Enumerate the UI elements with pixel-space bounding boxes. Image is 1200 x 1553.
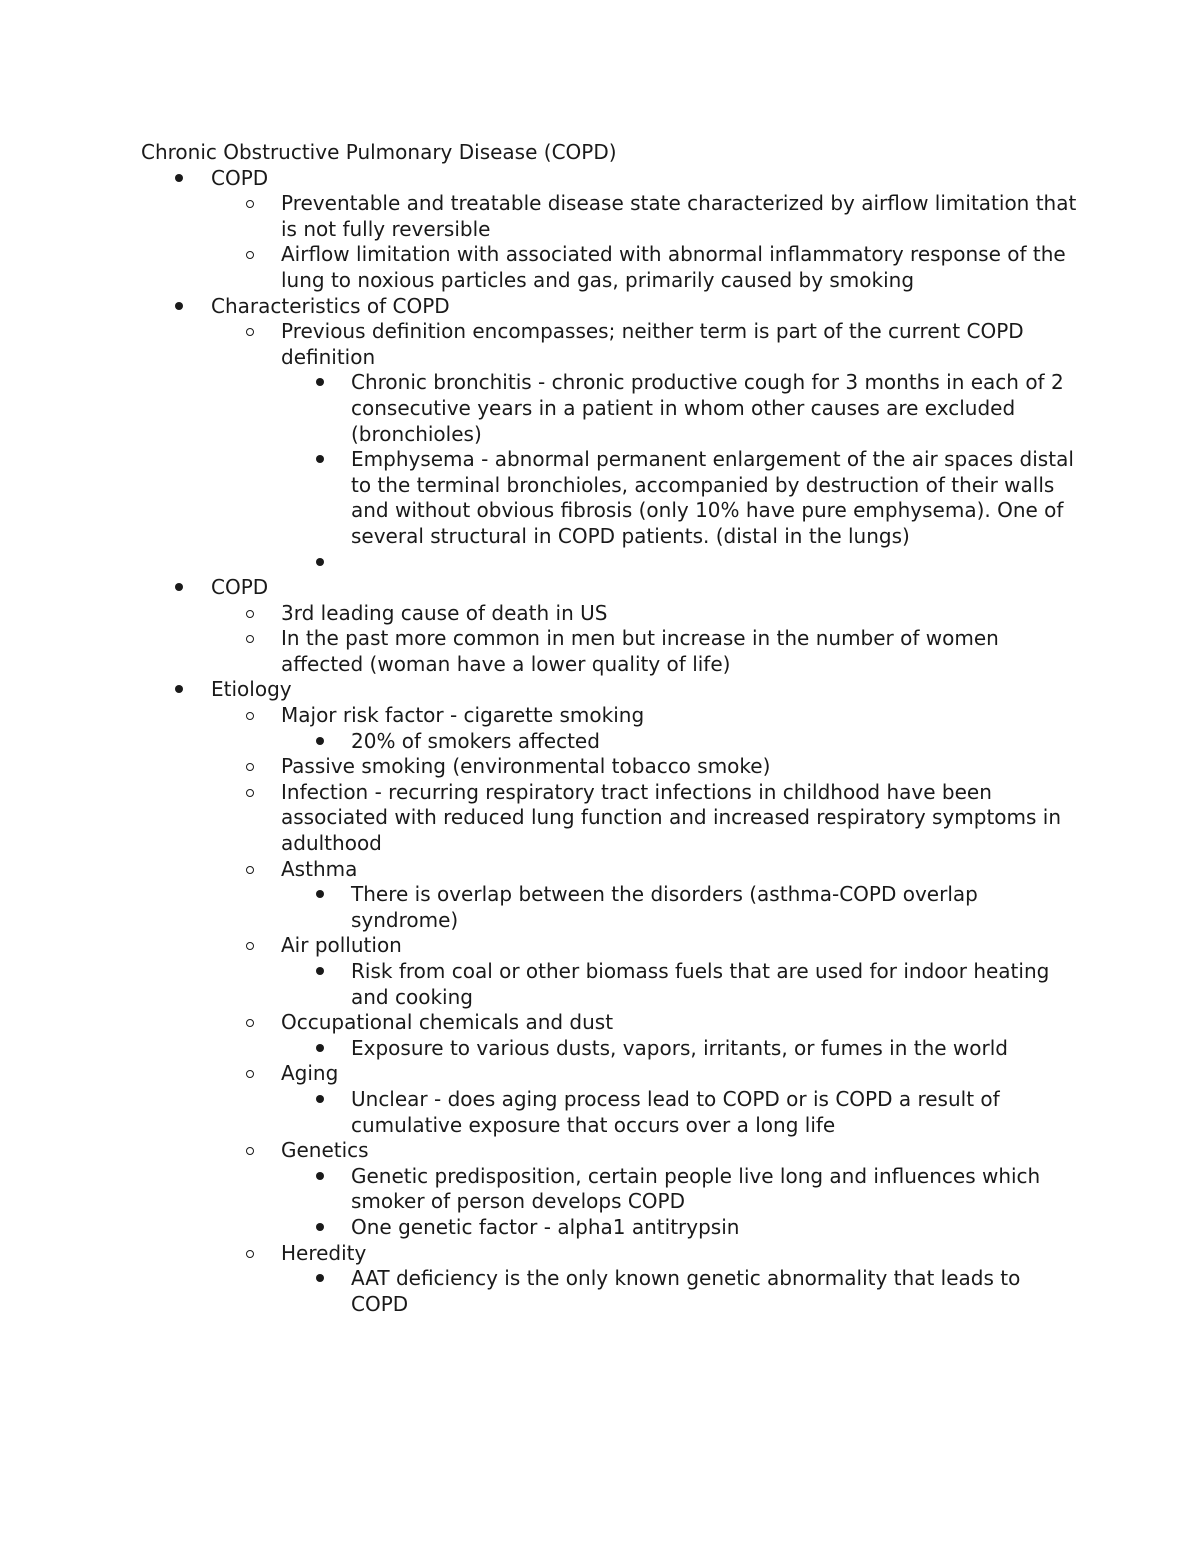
outline-item-text: Genetics [281,1138,369,1163]
outline-item-level2 [211,1061,1081,1138]
outline-item-level1 [141,677,1081,1317]
outline-item-level3 [281,959,1081,1010]
outline-item-text: Heredity [281,1240,367,1265]
outline-subitem-text: Genetic predisposition, certain people live long and influences which smoker of person develops COPD [351,1163,1041,1214]
outline-item-level2 [211,754,1081,780]
outline-item-level2 [211,601,1081,627]
outline-item-text: Preventable and treatable disease state characterized by airflow limitation that is not fully reversible [281,191,1077,241]
outline-item-level3 [281,1266,1081,1317]
outline-item-text: In the past more common in men but increase in the number of women affected (woman have a lower quality of life) [281,626,999,676]
outline-subitem-text: One genetic factor - alpha1 antitrypsin [351,1214,740,1239]
outline-subitem-text: Exposure to various dusts, vapors, irritants, or fumes in the world [351,1035,1008,1060]
outline-item-text: Major risk factor - cigarette smoking [281,703,645,728]
outline-item-level3 [281,1215,1081,1241]
outline-item-level2 [211,703,1081,754]
outline-subitem-text: Unclear - does aging process lead to COPD or is COPD a result of cumulative exposure that occurs over a long life [351,1086,1000,1137]
outline-item-level3 [281,1036,1081,1062]
outline-item-level2 [211,191,1081,242]
outline-subitem-text: Emphysema - abnormal permanent enlargement of the air spaces distal to the terminal bronchioles, accompanied by destruction of their walls and without obvious fibrosis (only 10% have pure emphysema). One of several structural in COPD patients. (distal in the lungs) [351,447,1074,548]
section-heading: Etiology [211,677,292,702]
outline-item-level2 [211,1241,1081,1318]
outline-item-level2 [211,933,1081,1010]
outline-item-level3 [281,1087,1081,1138]
outline-item-level3 [281,729,1081,755]
outline-item-level2 [211,626,1081,677]
outline-item-text: Previous definition encompasses; neither term is part of the current COPD definition [281,319,1024,369]
outline-list [141,166,1081,1318]
outline-item-level3 [281,1164,1081,1215]
outline-item-level2 [211,780,1081,857]
outline-subitem-text [351,550,1081,576]
outline-item-level3 [281,550,1081,576]
outline-item-level1 [141,294,1081,576]
outline-item-text: Occupational chemicals and dust [281,1010,614,1035]
outline-item-text: Airflow limitation with associated with abnormal inflammatory response of the lung to noxious particles and gas, primarily caused by smoking [281,242,1066,292]
outline-item-text: Air pollution [281,933,402,958]
outline-item-text: Infection - recurring respiratory tract infections in childhood have been associated with reduced lung function and increased respiratory symptoms in adulthood [281,779,1062,856]
outline-item-level2 [211,242,1081,293]
outline-item-level3 [281,882,1081,933]
outline-item-level1 [141,575,1081,677]
outline-item-text: Passive smoking (environmental tobacco smoke) [281,754,771,779]
section-heading: COPD [211,165,269,190]
outline-item-level3 [281,447,1081,549]
outline-item-level2 [211,1138,1081,1240]
section-heading: COPD [211,575,269,600]
outline-item-text: Asthma [281,856,358,881]
outline-item-level1 [141,166,1081,294]
document-body [141,140,1081,1317]
outline-subitem-text: AAT deficiency is the only known genetic abnormality that leads to COPD [351,1266,1021,1316]
outline-subitem-text: There is overlap between the disorders (asthma-COPD overlap syndrome) [351,882,978,932]
outline-item-level2 [211,1010,1081,1061]
outline-item-level3 [281,370,1081,447]
section-heading: Characteristics of COPD [211,293,450,318]
outline-item-level2 [211,857,1081,934]
page-title: Chronic Obstructive Pulmonary Disease (COPD) [141,140,617,164]
outline-item-text: 3rd leading cause of death in US [281,600,608,625]
outline-item-level2 [211,319,1081,575]
outline-item-text: Aging [281,1061,339,1086]
outline-subitem-text: Chronic bronchitis - chronic productive cough for 3 months in each of 2 consecutive years in a patient in whom other causes are excluded (bronchioles) [351,370,1064,446]
outline-subitem-text: Risk from coal or other biomass fuels that are used for indoor heating and cooking [351,959,1050,1009]
outline-subitem-text: 20% of smokers affected [351,728,600,753]
